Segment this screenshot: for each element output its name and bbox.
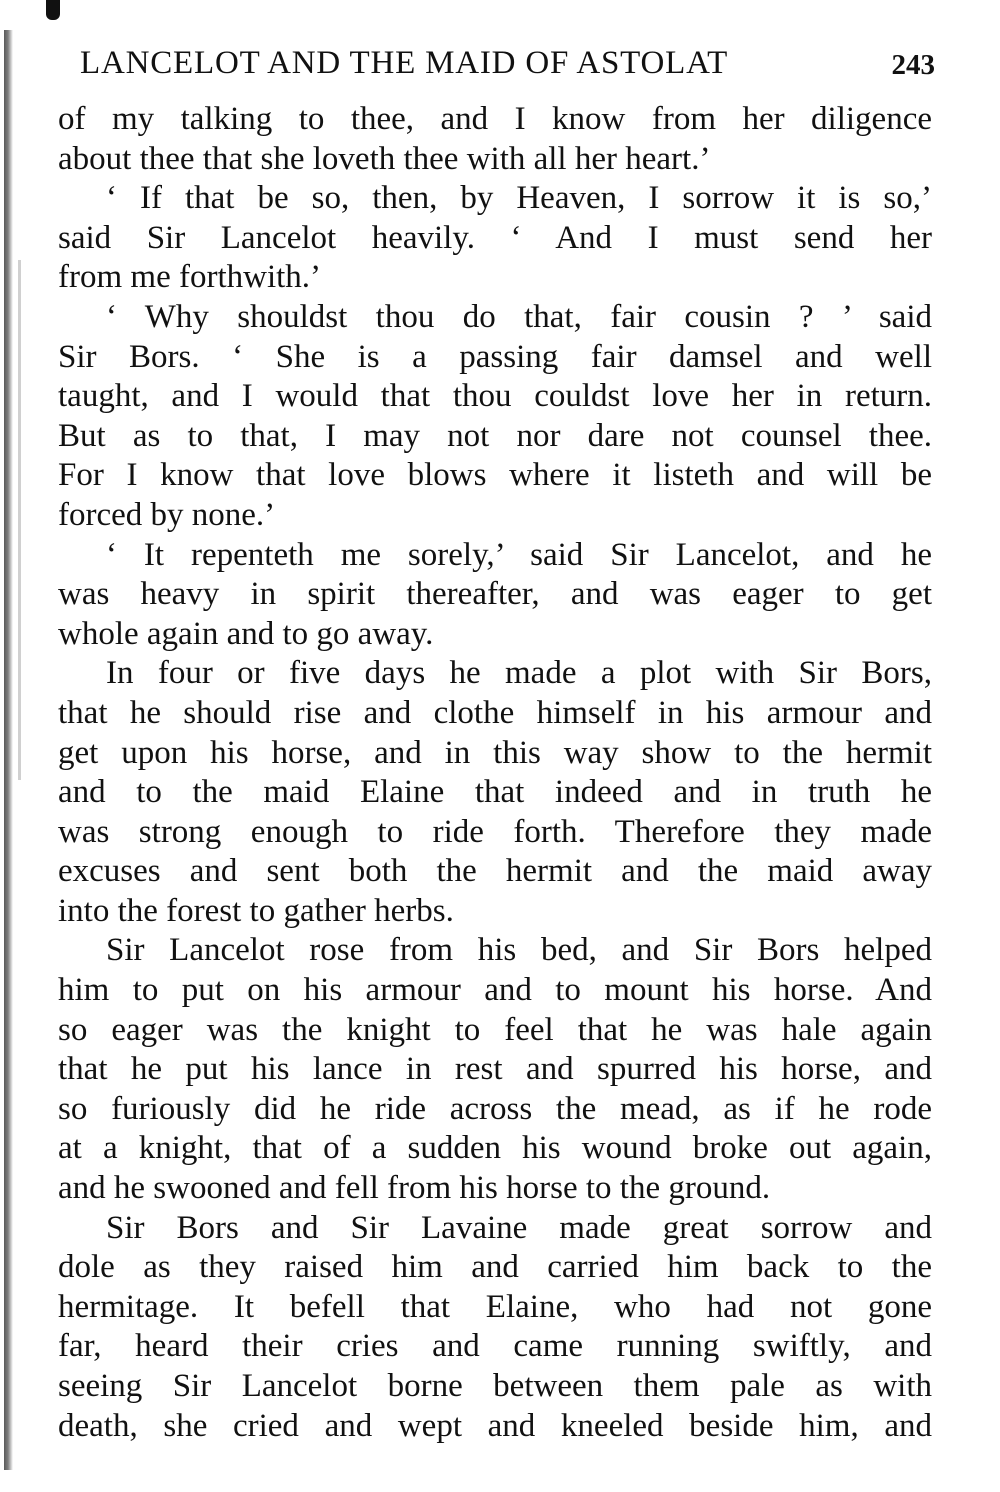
text-line: Sir Bors and Sir Lavaine made great sorrow and [106,1209,932,1246]
text-line: In four or five days he made a plot with Sir Bors, [106,655,932,692]
text-line: ‘ If that be so, then, by Heaven, I sorrow it is so,’ [106,180,932,217]
text-line: him to put on his armour and to mount his horse. And [58,972,932,1009]
page-number: 243 [891,49,935,81]
text-line: whole again and to go away. [58,615,434,652]
text-line: and he swooned and fell from his horse to the ground. [58,1170,771,1207]
text-line: Sir Lancelot rose from his bed, and Sir Bors helped [106,932,932,969]
text-line: so furiously did he ride across the mead, as if he rode [58,1090,932,1127]
text-line: said Sir Lancelot heavily. ‘ And I must send her [58,219,932,256]
text-line: was strong enough to ride forth. Therefore they made [58,813,932,850]
ink-blot [46,0,60,20]
text-line: But as to that, I may not nor dare not counsel thee. [58,417,932,454]
text-line: For I know that love blows where it listeth and will be [58,457,932,494]
text-line: taught, and I would that thou couldst love her in return. [58,378,932,415]
running-header [80,40,935,82]
text-line: far, heard their cries and came running swiftly, and [58,1328,932,1365]
body-text [58,100,932,1446]
text-line: seeing Sir Lancelot borne between them pale as with [58,1368,932,1404]
text-line: at a knight, that of a sudden his wound broke out again, [58,1130,932,1167]
text-line: that he put his lance in rest and spurred his horse, and [58,1051,932,1088]
text-line: into the forest to gather herbs. [58,892,454,929]
gutter-shadow [4,30,13,1470]
text-line: excuses and sent both the hermit and the maid away [58,853,932,890]
text-line: from me forthwith.’ [58,259,322,296]
text-line: so eager was the knight to feel that he was hale again [58,1011,932,1048]
text-line: hermitage. It befell that Elaine, who had not gone [58,1288,932,1325]
text-line: death, she cried and wept and kneeled beside him, and [58,1407,932,1444]
text-line: Sir Bors. ‘ She is a passing fair damsel and well [58,338,932,375]
text-line: forced by none.’ [58,496,276,533]
text-line: dole as they raised him and carried him back to the [58,1249,932,1286]
text-line: was heavy in spirit thereafter, and was eager to get [58,576,932,613]
text-line: get upon his horse, and in this way show to the hermit [58,734,932,771]
text-line: of my talking to thee, and I know from her diligence [58,101,932,137]
text-line: ‘ It repenteth me sorely,’ said Sir Lancelot, and he [106,536,932,573]
text-line: and to the maid Elaine that indeed and in truth he [58,774,932,811]
gutter-shadow-faint [18,260,21,780]
text-line: about thee that she loveth thee with all her heart.’ [58,140,711,177]
text-line: ‘ Why shouldst thou do that, fair cousin ? ’ said [106,298,932,335]
running-title: LANCELOT AND THE MAID OF ASTOLAT [80,45,729,81]
text-line: that he should rise and clothe himself in his armour and [58,694,932,731]
